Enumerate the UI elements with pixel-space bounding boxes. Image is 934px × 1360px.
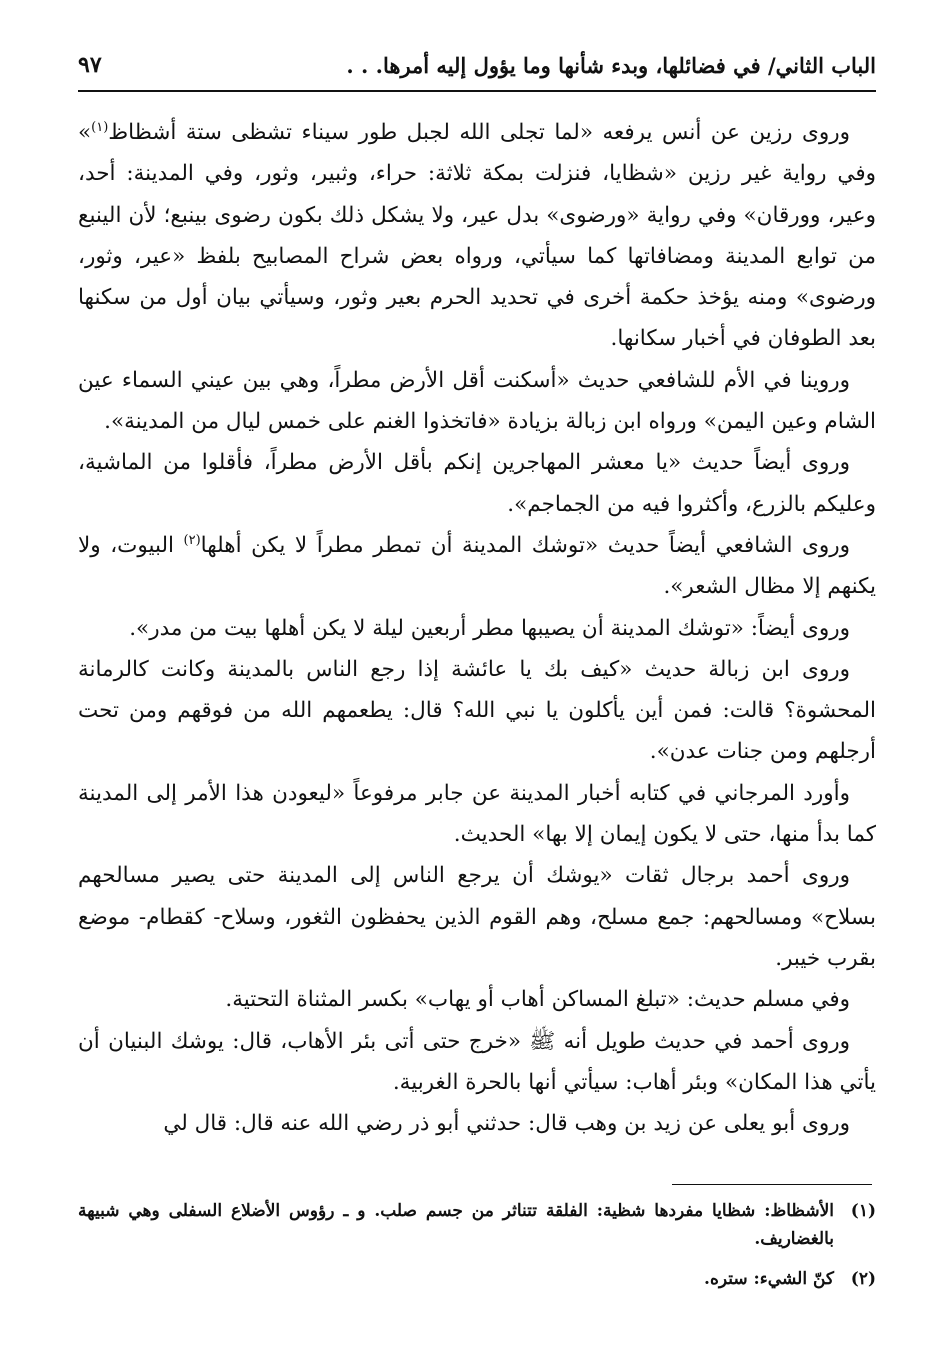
paragraph-4-text-a: وروى الشافعي أيضاً حديث «توشك المدينة أن تمطر مطراً لا يكن أهلها [200, 532, 850, 558]
paragraph-6: وروى ابن زبالة حديث «كيف بك يا عائشة إذا رجع الناس بالمدينة وكانت كالرمانة المحشوة؟ قالت: فمن أين يأكلون يا نبي الله؟ قال: يطعمهم الله من فوقهم ومن تحت أرجلهم ومن جنات عدن». [78, 656, 876, 765]
paragraph-4-text-b: البيوت، ولا يكنهم إلا مظال الشعر». [78, 532, 876, 600]
footnote-number: (١) [850, 1201, 876, 1221]
footnote-1 [78, 1197, 876, 1253]
paragraph-11: وروى أبو يعلى عن زيد بن وهب قال: حدثني أبو ذر رضي الله عنه قال: قال لي [163, 1111, 850, 1137]
page-header [78, 40, 876, 92]
paragraph-8: وروى أحمد برجال ثقات «يوشك أن يرجع الناس إلى المدينة حتى يصير مسالحهم بسلاح» ومسالحهم: جمع مسلح، وهم القوم الذين يحفظون الثغور، وسلاح- كقطام- موضع بقرب خيبر. [78, 863, 876, 971]
paragraph-1 [78, 112, 876, 360]
footnote-ref-1: (١) [91, 119, 109, 135]
paragraph-5: وروى أيضاً: «توشك المدينة أن يصيبها مطر أربعين ليلة لا يكن أهلها بيت من مدر». [129, 615, 850, 641]
paragraph-2: وروينا في الأم للشافعي حديث «أسكنت أقل الأرض مطراً، وهي بين عيني السماء عين الشام وعين اليمن» ورواه ابن زبالة بزيادة «فاتخذوا الغنم على خمس ليال من المدينة». [78, 367, 876, 435]
footnote-text: كنّ الشيء: ستره. [704, 1269, 834, 1289]
paragraph-3: وروى أيضاً حديث «يا معشر المهاجرين إنكم بأقل الأرض مطراً، فأقلوا من الماشية، وعليكم بالزرع، وأكثروا فيه من الجماجم». [78, 450, 876, 517]
paragraph-7: وأورد المرجاني في كتابه أخبار المدينة عن جابر مرفوعاً «ليعودن هذا الأمر إلى المدينة كما بدأ منها، حتى لا يكون إيمان إلا بها» الحديث. [78, 780, 876, 848]
footnote-text: الأشظاظ: شظايا مفردها شظية: الفلقة تتناثر من جسم صلب. و ـ رؤوس الأضلاع السفلى وهي شبيهة بالغضاريف. [78, 1201, 834, 1249]
paragraph-10: وروى أحمد في حديث طويل أنه ﷺ «خرج حتى أتى بئر الأهاب، قال: يوشك البنيان أن يأتي هذا المكان» وبئر أهاب: سيأتي أنها بالحرة الغربية. [78, 1028, 876, 1095]
running-title: الباب الثاني/ في فضائلها، وبدء شأنها وما يؤول إليه أمرها. . . [346, 52, 876, 78]
paragraph-1-text-a: وروى رزين عن أنس يرفعه «لما تجلى الله لجبل طور سيناء تشظى ستة أشظاظ [108, 120, 850, 145]
footnote-divider [672, 1184, 872, 1185]
paragraph-4 [78, 525, 876, 608]
paragraph-1-text-b: » وفي رواية غير رزين «شظايا، فنزلت بمكة ثلاثة: حراء، وثبير، وثور، وفي المدينة: أحد، وعير، وورقان» وفي رواية «ورضوى» بدل عير، ولا يشكل ذلك بكون رضوى بينبع؛ لأن الينبع من توابع المدينة ومضافاتها كما سيأتي، ورواه بعض شراح المصابيح بلفظ «عير، وثور، ورضوى» ومنه يؤخذ حكمة أخرى في تحديد الحرم بعير وثور، وسيأتي بيان أول من سكنها بعد الطوفان في أخبار سكانها. [78, 120, 876, 352]
footnote-ref-2: (٢) [183, 532, 201, 548]
page-number: ٩٧ [78, 52, 102, 78]
footnote-number: (٢) [850, 1269, 876, 1289]
paragraph-9: وفي مسلم حديث: «تبلغ المساكن أهاب أو يهاب» بكسر المثناة التحتية. [225, 987, 850, 1013]
footnotes [78, 1197, 876, 1305]
footnote-2 [78, 1265, 876, 1293]
main-text [78, 112, 876, 1144]
